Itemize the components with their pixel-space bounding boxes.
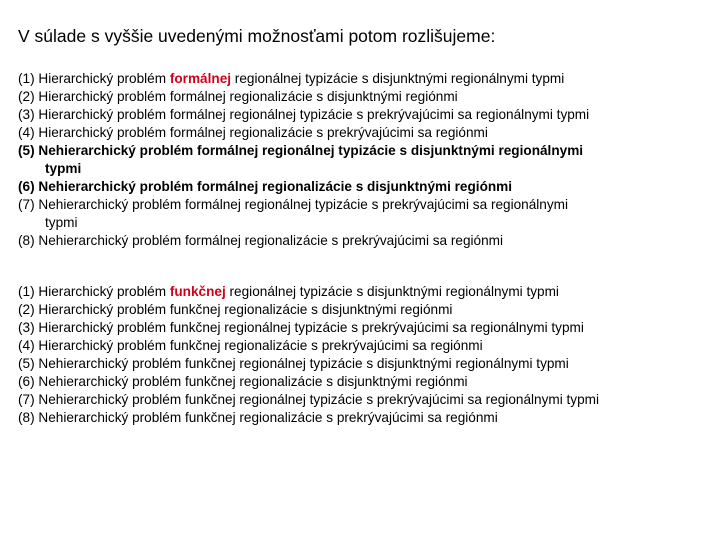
list-item-line — [18, 124, 589, 142]
list-item — [18, 178, 589, 196]
list-item-text: (7) Nehierarchický problém formálnej regionálnej typizácie s prekrývajúcimi sa regionálnymi — [18, 197, 569, 212]
list-item — [18, 124, 589, 142]
list-item-text: regionálnej typizácie s disjunktnými regionálnymi typmi — [231, 71, 565, 86]
list-item-line — [18, 319, 599, 337]
list-item — [18, 391, 599, 409]
list-item-text: (3) Hierarchický problém funkčnej regionálnej typizácie s prekrývajúcimi sa regionálnymi typmi — [18, 320, 584, 335]
list-item — [18, 319, 599, 337]
list-item-text: (8) Nehierarchický problém formálnej regionalizácie s prekrývajúcimi sa regiónmi — [18, 233, 504, 248]
slide-heading: V súlade s vyššie uvedenými možnosťami potom rozlišujeme: — [18, 26, 496, 46]
list-item-text: (1) Hierarchický problém — [18, 71, 170, 86]
list-item-text: (4) Hierarchický problém formálnej regionalizácie s prekrývajúcimi sa regiónmi — [18, 125, 488, 140]
list-item-text: (2) Hierarchický problém funkčnej regionalizácie s disjunktnými regiónmi — [18, 302, 453, 317]
list-item-line — [18, 88, 589, 106]
list-item-line — [18, 70, 589, 88]
list-item-text: (3) Hierarchický problém formálnej regionálnej typizácie s prekrývajúcimi sa regionálnymi typmi — [18, 107, 590, 122]
list-item-line — [18, 373, 599, 391]
list-item-line — [18, 178, 589, 196]
list-item-text: (5) Nehierarchický problém formálnej regionálnej typizácie s disjunktnými regionálnymi — [18, 143, 584, 158]
list-item — [18, 232, 589, 250]
list-item — [18, 355, 599, 373]
list-item-line — [18, 355, 599, 373]
list-item-line — [18, 301, 599, 319]
list-item-text: typmi — [45, 161, 82, 176]
list-item-text: (5) Nehierarchický problém funkčnej regionálnej typizácie s disjunktnými regionálnymi typmi — [18, 356, 569, 371]
list-item-text: (6) Nehierarchický problém funkčnej regionalizácie s disjunktnými regiónmi — [18, 374, 468, 389]
list-item — [18, 373, 599, 391]
list-item-line — [18, 196, 589, 214]
list-item-line — [18, 337, 599, 355]
list-item — [18, 196, 589, 232]
list-item — [18, 409, 599, 427]
list-item-text: (1) Hierarchický problém — [18, 284, 170, 299]
list-item — [18, 142, 589, 178]
list-item-line — [18, 409, 599, 427]
list-item-text: (7) Nehierarchický problém funkčnej regionálnej typizácie s prekrývajúcimi sa regionálnymi typmi — [18, 392, 599, 407]
list-item — [18, 301, 599, 319]
list-item-text: typmi — [45, 215, 78, 230]
highlighted-term: funkčnej — [169, 284, 226, 299]
list-item-line — [18, 106, 589, 124]
list-item-line — [18, 391, 599, 409]
highlighted-term: formálnej — [169, 71, 232, 86]
list-item — [18, 337, 599, 355]
list-item-text: (2) Hierarchický problém formálnej regionalizácie s disjunktnými regiónmi — [18, 89, 458, 104]
list-item-text: (4) Hierarchický problém funkčnej regionalizácie s prekrývajúcimi sa regiónmi — [18, 338, 483, 353]
list-item-text: (8) Nehierarchický problém funkčnej regionalizácie s prekrývajúcimi sa regiónmi — [18, 410, 498, 425]
list-item-continuation — [18, 160, 589, 178]
list-item-text: regionálnej typizácie s disjunktnými regionálnymi typmi — [225, 284, 559, 299]
list-item — [18, 106, 589, 124]
list-item-line — [18, 232, 589, 250]
list-item — [18, 70, 589, 88]
formal-problem-list — [18, 70, 589, 250]
functional-problem-list — [18, 283, 599, 427]
list-item-line — [18, 142, 589, 160]
list-item-text: (6) Nehierarchický problém formálnej regionalizácie s disjunktnými regiónmi — [18, 179, 513, 194]
list-item-continuation — [18, 214, 589, 232]
list-item — [18, 88, 589, 106]
list-item — [18, 283, 599, 301]
list-item-line — [18, 283, 599, 301]
